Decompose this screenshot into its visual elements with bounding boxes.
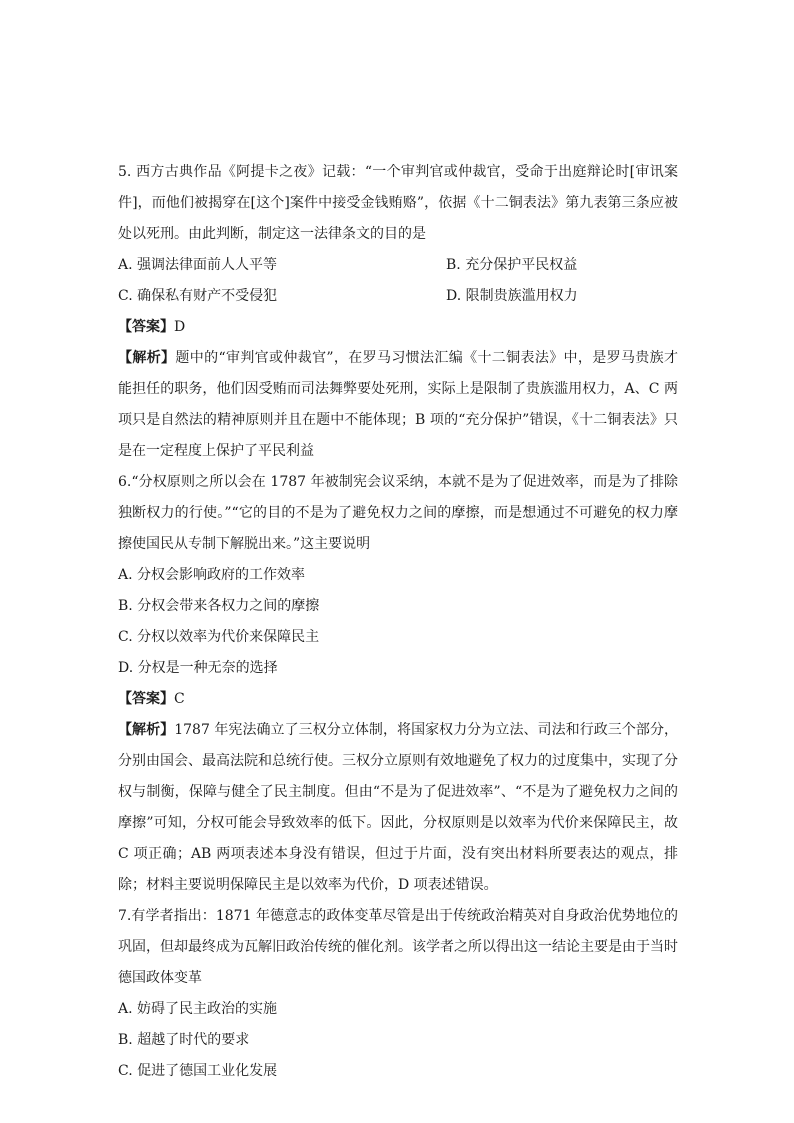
question-5-answer [118,312,678,343]
question-6-answer [118,684,678,715]
question-5-answer-value: D [174,319,186,335]
question-5-option-d: D. 限制贵族滥用权力 [446,288,578,304]
question-6-analysis [118,715,678,901]
question-6-answer-value: C [174,691,185,707]
question-7-stem: 7.有学者指出：1871 年德意志的政体变革尽管是出于传统政治精英对自身政治优势地位的巩固，但却最终成为瓦解旧政治传统的催化剂。该学者之所以得出这一结论主要是由于当时德国政体变革 [118,908,678,986]
question-5-analysis-label: 【解析】 [118,350,176,366]
question-5-options-row-2 [118,281,678,312]
question-6-analysis-label: 【解析】 [118,722,175,738]
question-6-option-b: B. 分权会带来各权力之间的摩擦 [118,598,320,614]
question-6-option-c: C. 分权以效率为代价来保障民主 [118,629,320,645]
page-content [118,157,678,1087]
question-6-answer-label: 【答案】 [118,691,174,707]
question-5-answer-label: 【答案】 [118,319,174,335]
question-5-option-c: C. 确保私有财产不受侵犯 [118,288,278,304]
question-5-stem: 5. 西方古典作品《阿提卡之夜》记载：“一个审判官或仲裁官，受命于出庭辩论时[审讯案件]，而他们被揭穿在[这个]案件中接受金钱贿赂”，依据《十二铜表法》第九表第三条应被处以死刑。由此判断，制定这一法律条文的目的是 [118,164,678,242]
question-5-analysis-text: 题中的“审判官或仲裁官”，在罗马习惯法汇编《十二铜表法》中，是罗马贵族才能担任的职务，他们因受贿而司法舞弊要处死刑，实际上是限制了贵族滥用权力，A、C 两项只是自然法的精神原则并且在题中不能体现；B 项的“充分保护”错误，《十二铜表法》只是在一定程度上保护了平民利益 [118,350,679,459]
question-6-analysis-text: 1787 年宪法确立了三权分立体制，将国家权力分为立法、司法和行政三个部分，分别由国会、最高法院和总统行使。三权分立原则有效地避免了权力的过度集中，实现了分权与制衡，保障与健全了民主制度。但由“不是为了促进效率”、“不是为了避免权力之间的摩擦”可知，分权可能会导致效率的低下。因此，分权原则是以效率为代价来保障民主，故 C 项正确；AB 两项表述本身没有错误，但过于片面，没有突出材料所要表达的观点，排除；材料主要说明保障民主是以效率为代价，D 项表述错误。 [118,722,679,893]
question-7-option-c: C. 促进了德国工业化发展 [118,1063,278,1079]
question-6-option-d: D. 分权是一种无奈的选择 [118,660,278,676]
question-5-option-b: B. 充分保护平民权益 [446,257,578,273]
question-7-option-a: A. 妨碍了民主政治的实施 [118,1001,278,1017]
question-6-option-a: A. 分权会影响政府的工作效率 [118,567,306,583]
question-7-option-b: B. 超越了时代的要求 [118,1032,250,1048]
question-5-option-a: A. 强调法律面前人人平等 [118,257,278,273]
question-5-options-row-1 [118,250,678,281]
question-5-analysis [118,343,678,467]
question-6-stem: 6.“分权原则之所以会在 1787 年被制宪会议采纳，本就不是为了促进效率，而是为了排除独断权力的行使。”“它的目的不是为了避免权力之间的摩擦，而是想通过不可避免的权力摩擦使国民从专制下解脱出来。”这主要说明 [118,474,678,552]
